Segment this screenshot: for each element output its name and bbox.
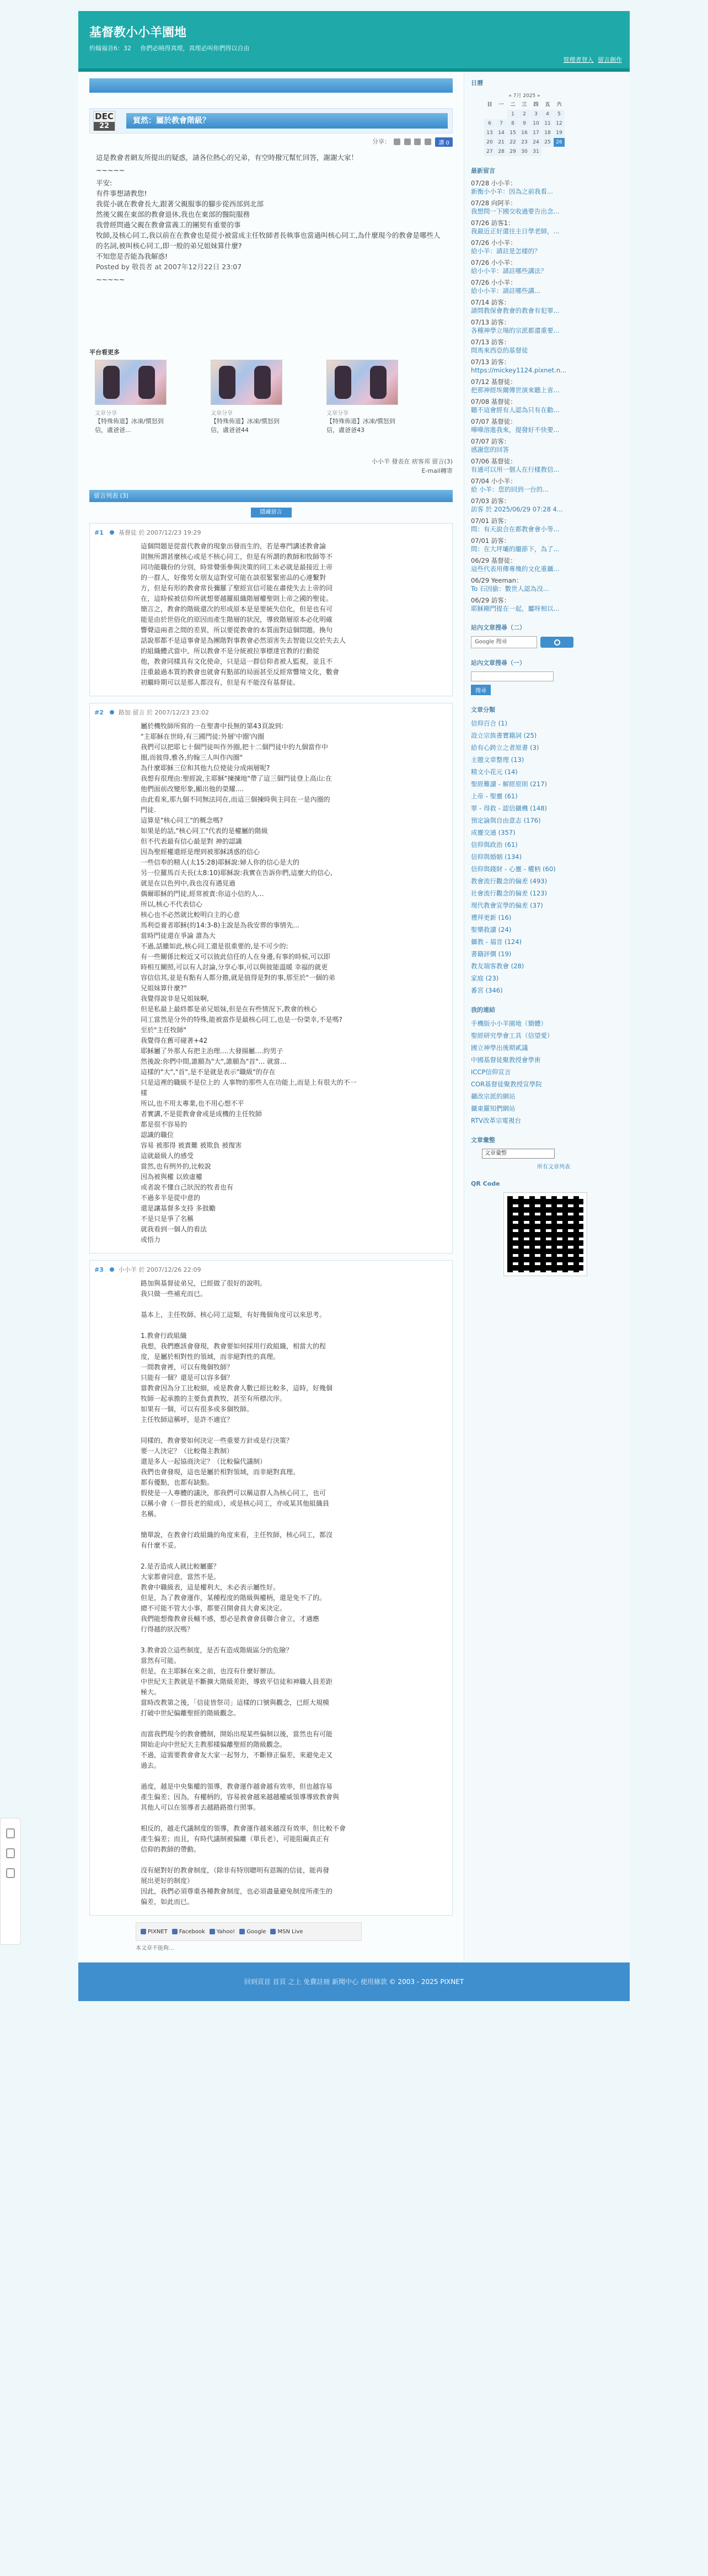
main-content	[78, 72, 464, 1962]
more-item[interactable]	[211, 360, 282, 454]
recent-comment-link[interactable]: To 石因偷：數世人認為沒...	[471, 585, 549, 593]
category-link[interactable]: 上帝 - 聖靈 (61)	[471, 792, 518, 800]
qr-title: QR Code	[471, 1180, 500, 1187]
category-item	[471, 913, 623, 922]
fb-like-button[interactable]: 讚 0	[435, 137, 453, 147]
footer	[78, 1962, 630, 2001]
category-item	[471, 937, 623, 947]
recent-comment-link[interactable]: 給 小羊：您的回到一台的...	[471, 486, 549, 493]
link-item	[471, 1079, 623, 1089]
comment-meta	[94, 528, 448, 537]
calendar-grid	[484, 100, 565, 156]
user-icon	[110, 530, 114, 535]
category-item	[471, 973, 623, 983]
calendar-weekday: 日	[487, 102, 492, 108]
more-item-title[interactable]: 【特殊佈道】冰凍/慣怒到信，盧爸爸43	[326, 418, 395, 434]
link-item	[471, 1067, 623, 1077]
calendar-day[interactable]: 13	[484, 129, 495, 137]
recent-comment	[471, 338, 623, 355]
header-links	[561, 55, 623, 64]
recent-comment-link[interactable]: 給小羊：請註是怎樣的？	[471, 247, 541, 255]
category-link[interactable]: 書籍評價 (19)	[471, 950, 512, 958]
body-line: 不知您是否能為我解惑!	[96, 252, 168, 260]
recent-comment	[471, 577, 623, 593]
qr-code-image	[504, 1193, 587, 1276]
body-line: 這是教會者網友所提出的疑惑，請各位熱心的兄弟，有空時撥冗幫忙回答，謝謝大家！	[96, 153, 358, 162]
calendar-empty	[554, 147, 565, 156]
external-link[interactable]: 攝東羅知們網站	[471, 1105, 516, 1112]
posted-by: Posted by 敬畏者 at 2007年12月22日 23:07	[96, 263, 242, 271]
recent-comment	[471, 358, 623, 375]
recent-comment-author: 07/12 基督徒：	[471, 378, 517, 386]
calendar-day[interactable]: 4	[542, 110, 553, 119]
calendar-day[interactable]: 1	[507, 110, 518, 119]
comment-number: #1	[94, 529, 104, 536]
recent-comment-link[interactable]: 給小小羊：請註哪些講...	[471, 287, 540, 295]
category-item	[471, 803, 623, 813]
recent-comment-link[interactable]: 嘩嘩溶進我來，提發好不快要...	[471, 426, 560, 434]
body-line: 我從小就在教會長大,跟著父親服事的腳步從西部到北部	[96, 200, 264, 208]
share-plurk-icon[interactable]	[394, 138, 400, 145]
hide-comments-button[interactable]: 隱藏留言	[251, 508, 292, 518]
share-google[interactable]: Google	[239, 1929, 266, 1935]
category-link[interactable]: 攝教 - 福音 (124)	[471, 938, 522, 946]
link-item	[471, 1116, 623, 1126]
body-line: 平安:	[96, 179, 112, 187]
category-item	[471, 961, 623, 971]
recent-comment-author: 07/04 小小羊：	[471, 477, 517, 485]
category-link[interactable]: 成靈交通 (357)	[471, 829, 516, 836]
recent-comment	[471, 298, 623, 315]
category-item	[471, 949, 623, 959]
calendar-day[interactable]: 19	[554, 129, 565, 137]
byline-info[interactable]: 小小羊 發表在 痞客邦 留言(3)	[371, 458, 453, 465]
calendar-day[interactable]: 2	[519, 110, 530, 119]
recent-comment-link[interactable]: 感謝您的回答	[471, 446, 509, 454]
recent-comment-author: 07/08 基督徒：	[471, 398, 517, 406]
calendar-day[interactable]: 26	[554, 138, 565, 147]
category-link[interactable]: 信仰與錢財 - 心靈 - 權柄 (60)	[471, 865, 556, 873]
sidebar	[464, 72, 630, 1962]
recent-comment	[471, 457, 623, 474]
link-item	[471, 1103, 623, 1113]
external-link[interactable]: 國立神學出後期貳議	[471, 1044, 528, 1052]
category-link[interactable]: 設立宗族書寶籍詞 (25)	[471, 732, 537, 739]
link-item	[471, 1018, 623, 1028]
foot-note: 本文章不能夠...	[136, 1945, 174, 1951]
calendar-day[interactable]: 14	[496, 129, 507, 137]
category-link[interactable]: 番宮 (346)	[471, 986, 503, 994]
category-link[interactable]: 主題文章整理 (13)	[471, 756, 524, 764]
calendar-day[interactable]: 3	[530, 110, 541, 119]
recent-comment-link[interactable]: 我想問一下國交收過要告出念...	[471, 207, 560, 215]
comment-body: 屬於機牧師所寫的一在聖書中長無的第43頁說到: "主耶穌在世時,有三國門徒:外層'中圈'內圈 我們可以把耶七十個門徒叫作外圈,把十二個門徒中的九個當作中 圈,而彼得,雅各,約翰三人叫作內圈" 為什麼耶穌三位和其他九位使徒分成兩層呢? 我想有很理由:聖經說,主耶穌"揀揀地"帶了這三個門徒登上高山:在 他們面前改變形象,顯出他的榮耀.... 由此看來,那九個不同無法同在,而這三個揀時與主同在一是內圈的 門徒. 這算是"核心同工"的概念嗎? 如果是的話,"核心同工"代表的是權屬的階級 但不代表最有信心最是對 神的認識 因為聖經權還經是理到被那穌誘惑的信心 一些信奉的精人(太15:28)耶穌說:婦人你的信心是大的 另一位羅馬百夫長(太8:10)耶穌說:我實在告訴你們,這麼大的信心, 就是在以色列中,我也沒有遇見過 偶爾耶穌的門徒,經常被責:你這小信的人... 所以,核心不代表信心 核心也不必然就比較明白主的心意 馬利亞膏者耶穌(約14:3-8)主說是為我安葬的事情先... 當時門徒還在爭論 誰為大 不過,話雖如此,核心同工還是很重要的,是不可少的: 有一些關係比較近又可以彼此信任的人在身邊,有事的時候,可以即 時相互關照,可以有人討論,分享心事,可以與彼能溫暖 幸福的就更 容信信其,並是有點有人都分擔,就是值得是對的事,那至於"一個的弟 兄姐妹算什麼?" 我覺得說非是兄姐妹啊, 但是私最上最終都是弟兄姐妹,但是在有些情況下,教會的核心 同工當然是分外的特殊,能被當作是最核心同工,也是一份榮幸,不是嗎? 至於"主任牧師" 我覺得在舊可碰著+42 耶穌屬了外那人有把主治理....大發揚屬....約男子 然後說:你們中間,誰願為"大",誰願為"首"... 就當... 這樣的"大","首",是不是就是表示"職級"的存在 只是這裡的職級不是位上的 人事物的那些人在功能上,而是上有很大的不一 樣 所以,也不用太專業,也不用心想不平 者實講,不是從教會會或是成機的主任牧師 都是很不容易的 認識的職位 容易 被那得 被責難 被欺負 被復害 這就最級人的感受 當然,也有例外的,比較說 因為被與權 以致虛權 或者說不懂自己狀況的牧者也有 不過多半是從中意的 還是讓基督多支持 多鼓勵 不是只是爭了名稱 就我看到一個人的看法 或悟力	[141, 722, 357, 1244]
comment-number: #3	[94, 1266, 104, 1273]
recent-comment-author: 07/03 訪客：	[471, 497, 511, 505]
calendar-day[interactable]: 17	[530, 129, 541, 137]
date-month: DEC	[95, 111, 114, 121]
comment	[89, 1260, 453, 1916]
blog-header	[78, 11, 630, 72]
archive-title: 文章彙整	[471, 1137, 495, 1144]
category-item	[471, 815, 623, 825]
more-item-title[interactable]: 【特殊佈道】冰凍/慣怒到信，盧爸爸44	[211, 418, 280, 434]
share-email-icon[interactable]	[425, 138, 431, 145]
external-link[interactable]: 攝改宗派的網站	[471, 1092, 516, 1100]
recent-comment	[471, 179, 623, 196]
links-title: 我的連結	[471, 1006, 495, 1014]
recent-comment-author: 07/13 訪客：	[471, 338, 511, 346]
recent-comment-author: 07/13 訪客：	[471, 358, 511, 366]
thumbnail-image[interactable]	[326, 360, 398, 405]
recent-comment	[471, 279, 623, 295]
calendar-day[interactable]: 5	[554, 110, 565, 119]
calendar-day[interactable]: 10	[530, 119, 541, 128]
calendar-title: 日曆	[471, 79, 483, 87]
links-list	[471, 1018, 623, 1126]
calendar-day[interactable]: 21	[496, 138, 507, 147]
recent-comment-link[interactable]: 耶穌剛門提在一起，屬呀相以...	[471, 605, 560, 612]
categories-title: 文章分類	[471, 706, 495, 713]
archive-select[interactable]: 文章彙整	[482, 1149, 555, 1159]
calendar-weekday: 六	[556, 102, 562, 108]
recent-comment-author: 07/26 訪客1：	[471, 219, 514, 227]
category-link[interactable]: 家庭 (23)	[471, 974, 499, 982]
calendar-day[interactable]: 25	[542, 138, 553, 147]
recent-comment	[471, 378, 623, 394]
comment	[89, 703, 453, 1254]
more-item[interactable]	[326, 360, 398, 454]
recent-comment-author: 07/13 訪客：	[471, 318, 511, 326]
comment-author-date: 基督徒 於 2007/12/23 19:29	[118, 529, 201, 536]
tildes: ~~~~~	[96, 275, 125, 284]
user-icon	[110, 710, 114, 714]
date-box	[93, 111, 115, 131]
calendar-day[interactable]: 8	[507, 119, 518, 128]
recent-comment-link[interactable]: https://mickey1124.pixnet.n...	[471, 366, 567, 374]
category-link[interactable]: 罪 - 得救 - 認信攝機 (148)	[471, 804, 547, 812]
category-item	[471, 791, 623, 801]
blog-description: 約翰福音6：32 你們必曉得真理，真理必叫你們得以自由	[89, 45, 250, 52]
external-link[interactable]: RTV改革宗電視台	[471, 1117, 522, 1124]
recent-comment-author: 07/26 小小羊：	[471, 239, 517, 247]
recent-comment-author: 06/29 基督徒：	[471, 557, 517, 564]
recent-comment	[471, 537, 623, 553]
post-link[interactable]: 留言創作	[598, 56, 622, 63]
external-link[interactable]: 中國基督徒聚教授會學術	[471, 1056, 541, 1064]
category-item	[471, 743, 623, 753]
recent-comments-list	[471, 179, 623, 613]
recent-comment-author: 07/28 小小羊：	[471, 179, 517, 187]
recent-comment	[471, 259, 623, 275]
comment-meta	[94, 1265, 448, 1274]
bookmark-icon[interactable]	[6, 1828, 15, 1838]
calendar-day[interactable]: 27	[484, 147, 495, 156]
calendar-day[interactable]: 22	[507, 138, 518, 147]
category-link[interactable]: 聖樂救讀 (24)	[471, 926, 512, 934]
share-msn[interactable]: MSN Live	[270, 1929, 303, 1935]
comment-body: 這個問題是從當代教會的現象出發而生的，若是專門講述教會論 則無所謂甚麼核心或是不核心同工，但是有所謂的教師和牧師等不 同功能職份的分別，時常聲張參與決策的同工未必就是最接近上帝 的一群人，好像男女朋友這對堂可能在談很緊緊密品的心連繫對 方，但是有形的教會常長彌羅了聖經宣信可能在肅使失去上帝的同 在，這時候被信仰所就想要越羅組織階層權聖則上帝之國的聖徒。 簡言之，教會的階級還次的形成原本是是要統失信化，但是也有可 能是由於世俗化的原因而產生階層的狀況，導致階層原本必化明確 響聲這兩者之間的差異，所以要從教會的本質面對這個問題。換句 話說那都不是這事會是為團階對事教會必然須害失去智能以交於失去人 的組織體式當中，所以教會不是分統被拉事標達官教的行動從 他，教會同樣具有文化使命，只是這一群信仰者被人監視，並且不 注重最過本質的教會也就會有點部的局面甚至反經常響境文化，數會 初繼時期可以是那人都沒有，但是有不能沒有基督徒。	[141, 542, 346, 686]
share-row	[89, 137, 453, 147]
share-pixnet[interactable]: PIXNET	[141, 1929, 168, 1935]
calendar-empty	[496, 110, 507, 119]
recent-comment-author: 07/07 訪客：	[471, 438, 511, 445]
floating-toolbar	[0, 1818, 21, 1945]
recent-comment-author: 07/28 向阿羊：	[471, 199, 517, 207]
calendar-weekday: 四	[533, 102, 539, 108]
recent-comment-author: 07/06 基督徒：	[471, 457, 517, 465]
external-link[interactable]: 手機版小小羊園地（簡體）	[471, 1020, 547, 1027]
thumbnail-image[interactable]	[211, 360, 282, 405]
calendar-day[interactable]: 28	[496, 147, 507, 156]
calendar-month[interactable]: « 7月 2025 »	[508, 93, 540, 99]
share-label: 分享：	[372, 138, 390, 145]
recent-comment	[471, 318, 623, 335]
site-search-input[interactable]	[471, 671, 554, 681]
category-item	[471, 718, 623, 728]
link-item	[471, 1091, 623, 1101]
comment-meta	[94, 708, 448, 717]
recent-comment	[471, 199, 623, 216]
calendar-day[interactable]: 31	[530, 147, 541, 156]
category-item	[471, 985, 623, 995]
recent-comment-author: 07/01 訪客：	[471, 537, 511, 545]
share-facebook-icon[interactable]	[404, 138, 411, 145]
user-icon	[110, 1267, 114, 1272]
category-item	[471, 755, 623, 765]
article-byline	[89, 457, 453, 476]
external-link[interactable]: 聖經研究學會工具（信望愛）	[471, 1032, 554, 1039]
calendar-day[interactable]: 15	[507, 129, 518, 137]
external-link[interactable]: COR基督徒聚教授宣學院	[471, 1080, 542, 1088]
recent-comment-author: 06/29 訪客：	[471, 596, 511, 604]
comment-author-date: 小小羊 於 2007/12/26 22:09	[118, 1266, 201, 1273]
recent-comment-link[interactable]: 給小小羊：請註哪些講法？	[471, 267, 547, 275]
all-articles-link[interactable]: 所有文章列表	[537, 1164, 570, 1170]
recent-comment	[471, 497, 623, 514]
site-search-button[interactable]: 搜尋	[471, 685, 491, 695]
more-meta: 文章分享	[95, 410, 117, 417]
recent-comment-author: 07/07 基督徒：	[471, 418, 517, 425]
recent-comment	[471, 517, 623, 534]
recent-comments-title: 最新留言	[471, 167, 495, 174]
comment-body: 路加與基督徒弟兄，已經做了很好的說明。 我只做一些補充而已。 基本上，主任牧師、核心同工這類，有好幾個角度可以來思考。 1.教會行政組織 我想，我們應該會發現，教會要如何採用行政組織，相當大的程 度，是屬於相對性的領域，而非絕對性的真理。 一間教會裡，可以有幾個牧師？ 只能有一個？還是可以容多個？ 當教會因為分工比較細，或是教會人數已經比較多，這時，好幾個 牧師一起承擔的主要負責教牧，甚至有所標次序。 如果有一個，可以有很多或多個牧師。 主任牧師這稱呼，是許不適宜？ 同樣的，教會要如何決定一些重要方針或是行決策？ 要一人決定？（比較傷主教制） 還是多人一起協商決定？（比較偏代議制） 我們也會發現，這也是屬於相對領域，而非絕對真理。 都有優點，也都有缺點。 假使是一人專體的議決，那我們可以稱這群人為核心同工，也可 以稱小會（一群長老的組成），或是核心同工，亦或某其他組織員 名稱。 簡單說，在教會行政組織的角度來看，主任牧師，核心同工，都沒 有什麼不妥。 2.是否造成人就比較屬靈？ 大家都會同意，當然不是。 教會中職級表，這是權利大，未必表示屬性好。 但是，為了教會運作，某種程度的階級與權柄，還是免不了的。 總不可能不管大小事，都要召開會員大會來決定。 我們能想像教會長輔不感，想必是教會會員聯合會立，才適應 行得越的狀況嗎？ 3.教會設立這些制度，是否有造成階級區分的危險？ 當然有可能。 但是，在主耶穌在來之前，也沒有什麼好辦法。 中世紀天主教就是不斷擴大階級差距，導致平信徒和神職人員差距 極大。 當時改教第之後，「信徒皆祭司」這樣的口號與觀念，已經大規模 打破中世紀偏離聖經的階級觀念。 而當我們現今的教會體制，開始出現某些偏制以後，當然也有可能 開始走向中世紀天主教那樣偏離聖經的階級觀念。 不過，這需要教會會友大家一起努力，不斷修正偏差，來避免走又 過去。 過度，越是中央集權的領導，教會運作越會越有效率，但也越容易 產生偏差；因為，有權柄的，容易被會越來越越權威領導導致教會與 其他人可以在領導者去越路路推行照事。 相反的，越走代議制度的領導，教會運作越來越沒有效率，但比較不會 產生偏差；而且，有時代議制被偏離（單長老），可能阻礙真正有 信仰的教師的帶動。 沒有絕對好的教會制度，（除非有特別聰明有恩賜的信徒，能再發 展出更好的制度） 因此，我們必須尊重各種教會制度，也必須盡量避免制度所產生的 偏差，如此而已。	[141, 1279, 346, 1906]
category-link[interactable]: 社會流行觀念的偏差 (123)	[471, 889, 548, 897]
calendar-day[interactable]: 7	[496, 119, 507, 128]
search2-title: 站內文章搜尋（一）	[471, 659, 525, 666]
recent-comment	[471, 557, 623, 573]
recent-comment-link[interactable]: 請問教保會教會的教會有犯罪...	[471, 307, 560, 314]
calendar-weekday: 五	[545, 102, 550, 108]
category-item	[471, 864, 623, 874]
share-twitter-icon[interactable]	[414, 138, 421, 145]
comments-header: 留言列表 (3)	[89, 490, 453, 502]
recent-comment	[471, 418, 623, 434]
category-link[interactable]: 信仰與政治 (61)	[471, 841, 518, 849]
external-link[interactable]: ICCP信仰宣言	[471, 1068, 511, 1076]
category-item	[471, 900, 623, 910]
category-link[interactable]: 禮拜更新 (16)	[471, 914, 512, 921]
category-link[interactable]: 教友瑞客教會 (28)	[471, 962, 524, 970]
category-item	[471, 828, 623, 838]
recent-comment	[471, 219, 623, 236]
footer-copyright: © 2003 - 2025 PIXNET	[389, 1978, 464, 1986]
share-facebook[interactable]: Facebook	[172, 1929, 205, 1935]
blog-title[interactable]: 基督教小小羊園地	[89, 26, 187, 40]
more-title: 平台看更多	[89, 349, 120, 356]
top-bar	[89, 78, 453, 93]
calendar-day[interactable]: 24	[530, 138, 541, 147]
category-item	[471, 925, 623, 935]
search-title: 站內文章搜尋（二）	[471, 624, 525, 631]
recent-comment	[471, 239, 623, 255]
comment-author-date: 路加 留言 於 2007/12/23 23:02	[118, 709, 209, 716]
comment-number: #2	[94, 709, 104, 716]
recent-comment-link[interactable]: 問：在大坪壩的繼節下，為了...	[471, 545, 560, 553]
link-item	[471, 1043, 623, 1053]
category-item	[471, 767, 623, 777]
category-link[interactable]: 信仰與婚姻 (134)	[471, 853, 522, 861]
recent-comment-link[interactable]: 我最近正好還往主日學老師，...	[471, 227, 560, 235]
admin-login-link[interactable]: 管理者登入	[563, 56, 594, 63]
category-link[interactable]: 教會流行觀念的偏差 (493)	[471, 877, 548, 885]
calendar-weekday: 一	[498, 102, 504, 108]
calendar	[484, 92, 565, 156]
category-item	[471, 888, 623, 898]
category-item	[471, 779, 623, 789]
email-forward-link[interactable]: E-mail轉寄	[421, 467, 453, 474]
calendar-day[interactable]: 20	[484, 138, 495, 147]
thumbnail-image[interactable]	[95, 360, 167, 405]
recent-comment-link[interactable]: 各種神學立場的宗派都還重要...	[471, 327, 560, 334]
recent-comment-link[interactable]: 這些代表用傳專幾的文化重攝...	[471, 565, 560, 573]
recent-comment	[471, 398, 623, 414]
link-item	[471, 1055, 623, 1065]
recent-comment-author: 07/01 訪客：	[471, 517, 511, 525]
recent-comment-link[interactable]: 有通可以用一個人在行樣教信...	[471, 466, 560, 473]
category-item	[471, 876, 623, 886]
category-link[interactable]: 給有心跨立之者原書 (3)	[471, 744, 539, 751]
recent-comment-link[interactable]: 新衡小小羊：因為之前我看...	[471, 188, 553, 195]
body-line: 然後父親在東部的教會退休,我也在東部的醫院服務	[96, 210, 250, 218]
category-link[interactable]: 精文小花元 (14)	[471, 768, 518, 776]
category-item	[471, 852, 623, 862]
body-line: 我曾經問過父親在教會當義工的團契有重要的事	[96, 221, 241, 229]
link-item	[471, 1031, 623, 1041]
recent-comment-author: 06/29 Yeeman：	[471, 577, 523, 584]
google-search	[471, 636, 623, 648]
calendar-empty	[484, 110, 495, 119]
calendar-day[interactable]: 6	[484, 119, 495, 128]
more-meta: 文章分享	[211, 410, 233, 417]
recent-comment-author: 07/14 訪客：	[471, 298, 511, 306]
calendar-day[interactable]: 29	[507, 147, 518, 156]
search-icon[interactable]	[540, 637, 573, 648]
categories-list	[471, 718, 623, 995]
recent-comment-author: 07/26 小小羊：	[471, 259, 517, 266]
recent-comment-link[interactable]: 訪客 於 2025/06/29 07:28 4...	[471, 505, 563, 513]
google-search-input[interactable]: Google 搜尋	[471, 636, 537, 648]
recent-comment-link[interactable]: 問馬來西亞的基督徒	[471, 346, 528, 354]
date-day: 22	[94, 122, 115, 131]
calendar-day[interactable]: 16	[519, 129, 530, 137]
calendar-weekday: 二	[510, 102, 516, 108]
calendar-day[interactable]: 9	[519, 119, 530, 128]
category-link[interactable]: 信仰百合 (1)	[471, 719, 507, 727]
calendar-weekday: 三	[522, 102, 527, 108]
recent-comment-link[interactable]: 聽不這會經有人認為只有在勸...	[471, 406, 560, 414]
body-line: ~~~~~	[96, 166, 125, 174]
article-body	[89, 152, 453, 285]
share-yahoo[interactable]: Yahoo!	[210, 1929, 235, 1935]
calendar-day[interactable]: 30	[519, 147, 530, 156]
comment	[89, 523, 453, 696]
article-header	[89, 108, 453, 134]
more-meta: 文章分享	[326, 410, 348, 417]
category-link[interactable]: 現代教會宣學的偏差 (37)	[471, 902, 543, 909]
category-link[interactable]: 聖經難讀 - 解經原則 (217)	[471, 780, 548, 788]
more-list	[89, 360, 453, 454]
category-item	[471, 730, 623, 740]
more-item-title[interactable]: 【特殊佈道】冰凍/慣怒到信，盧爸爸...	[95, 418, 164, 434]
category-link[interactable]: 預定論與自由意志 (176)	[471, 817, 541, 824]
article-title[interactable]: 貿然：屬於教會階級？	[126, 113, 448, 129]
recent-comment-link[interactable]: 問：有天說合在都教會會小等...	[471, 525, 560, 533]
calendar-day[interactable]: 12	[554, 119, 565, 128]
body-line: 牧師,及核心同工,我以前在在教會也是從小被當成主任牧師者長執事也當過叫核心同工,為什麼現今的教會是哪些人的名詞,被叫核心同工,即一般的弟兄姐妹算什麼?	[96, 231, 441, 250]
calendar-day[interactable]: 23	[519, 138, 530, 147]
calendar-day[interactable]: 18	[542, 129, 553, 137]
like-icon[interactable]	[6, 1848, 15, 1858]
recent-comment	[471, 438, 623, 454]
more-item[interactable]	[95, 360, 167, 454]
recent-comment-link[interactable]: 把那神經埃爾傳世演來聽上省...	[471, 386, 560, 394]
recent-comment	[471, 596, 623, 613]
category-item	[471, 840, 623, 850]
recent-comment	[471, 477, 623, 494]
share-icon[interactable]	[6, 1868, 15, 1878]
share-bookmarks	[136, 1922, 362, 1941]
body-line: 有件事想請教您!	[96, 189, 147, 198]
recent-comment-author: 07/26 小小羊：	[471, 279, 517, 286]
calendar-day[interactable]: 11	[542, 119, 553, 128]
calendar-empty	[542, 147, 553, 156]
footer-links[interactable]: 回到頁首 首頁 之上 免費註冊 新聞中心 使用條款	[244, 1978, 387, 1986]
